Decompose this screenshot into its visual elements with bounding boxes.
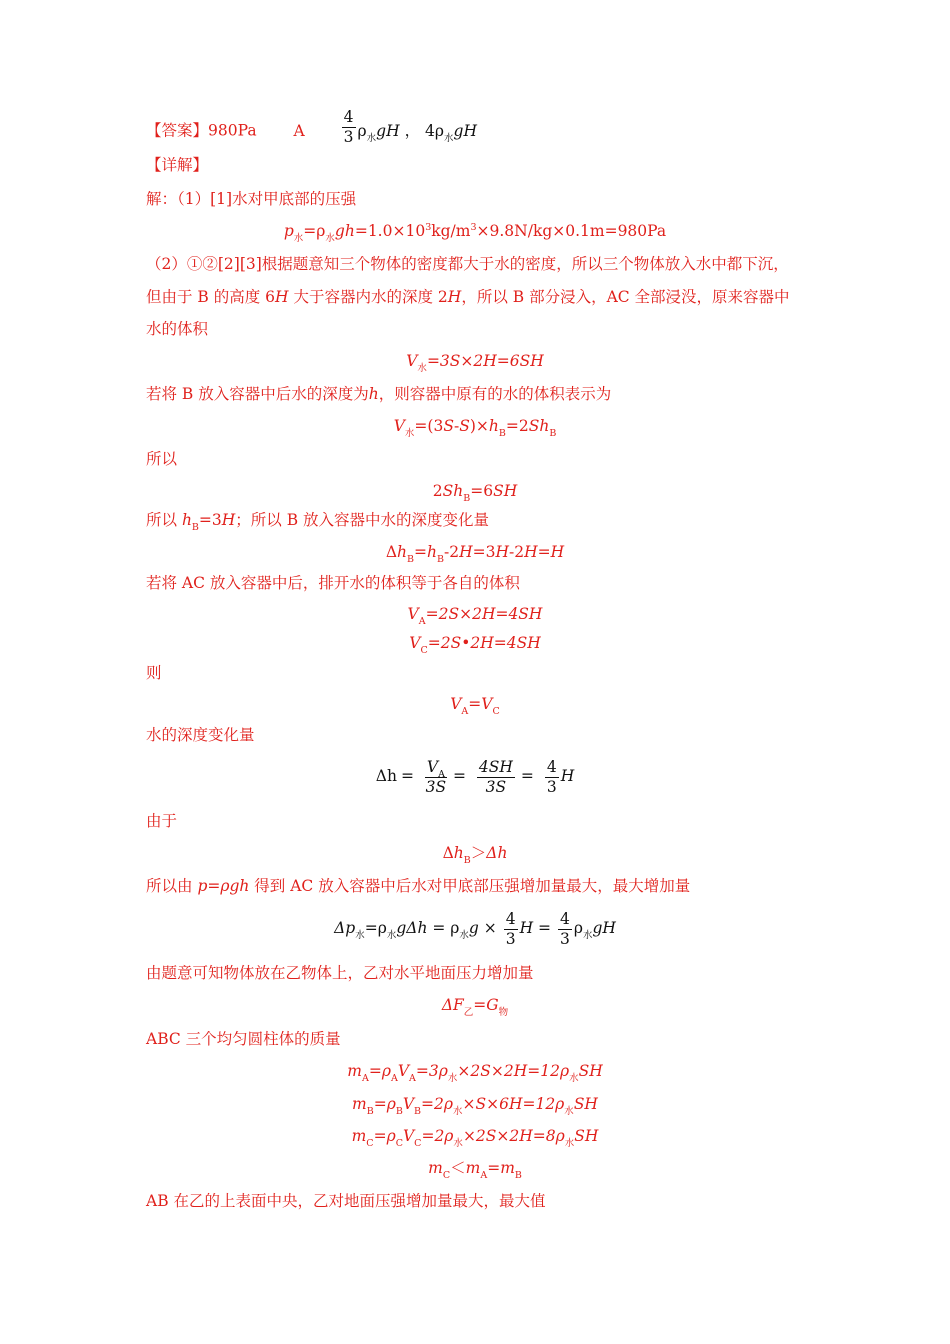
- para-11: 由题意可知物体放在乙物体上，乙对水平地面压力增加量: [146, 964, 534, 982]
- eq-3: $V_水=(3S-S)\times h_B=2Sh_B$: [393, 417, 557, 439]
- para-6: 若将 AC 放入容器中后，排开水的体积等于各自的体积: [146, 574, 520, 592]
- eq-12: $\Delta F_乙=G_物$: [441, 996, 509, 1018]
- para-5: 所以 $h_B=3H$；所以 B 放入容器中水的深度变化量: [146, 511, 490, 533]
- para-8: 水的深度变化量: [146, 726, 255, 744]
- eq-13: $m_A=\rho_AV_A=3\rho_水\times 2S\times 2H=12\rho_水SH$: [347, 1062, 603, 1084]
- eq-10: $\Delta h_B>\Delta h$: [442, 844, 508, 866]
- eq-6: $V_A=2S\times 2H=4SH$: [407, 605, 543, 627]
- eq-8: $V_A=V_C$: [450, 695, 500, 717]
- para-13: AB 在乙的上表面中央，乙对地面压强增加量最大，最大值: [146, 1192, 546, 1210]
- eq-7: $V_C=2S•2H=4SH$: [409, 634, 541, 656]
- eq-14: $m_B=\rho_BV_B=2\rho_水\times S\times 6H=12\rho_水SH$: [352, 1095, 598, 1117]
- answer-1: 980Pa: [208, 121, 257, 140]
- eq-16: $m_C<m_A=m_B$: [428, 1159, 522, 1181]
- answer-line: 【答案】980Pa A $\frac{4}{3}$ $\rho_水gH$ ， $4\rho_水gH$: [146, 108, 477, 146]
- para-4: 所以: [146, 450, 178, 468]
- para-1: 解：（1）[1]水对甲底部的压强: [146, 190, 357, 208]
- para-7: 则: [146, 664, 162, 682]
- eq-4: $2Sh_B=6SH$: [432, 482, 518, 504]
- answer-3: $\frac{4}{3}$ $\rho_水gH$: [343, 108, 400, 146]
- eq-5: $\Delta h_B=h_B-2H=3H-2H=H$: [385, 543, 565, 565]
- answer-label: 【答案】: [146, 121, 209, 140]
- eq-9: Δh = $\frac{V_A}{3S}$ = $\frac{4SH}{3S}$ = $\frac{4}{3}$ H: [375, 757, 575, 796]
- eq-1: $p_水=\rho_水gh=1.0\times 10^3kg/m^3\times 9.8N/kg\times 0.1m=980Pa$: [283, 222, 667, 244]
- eq-11: $\Delta p_水=\rho_水g\Delta h = \rho_水g$ × $\frac{4}{3}$ H = $\frac{4}{3}$ $\rho_水gH$: [334, 909, 616, 948]
- para-10: 所以由 p=ρgh 得到 AC 放入容器中后水对甲底部压强增加量最大，最大增加量: [146, 877, 691, 895]
- answer-2: A: [293, 121, 305, 140]
- para-12: ABC 三个均匀圆柱体的质量: [146, 1030, 341, 1048]
- para-2a: （2）①②[2][3]根据题意知三个物体的密度都大于水的密度，所以三个物体放入水中都下沉，: [146, 255, 789, 273]
- para-2c: 水的体积: [146, 320, 209, 338]
- para-9: 由于: [146, 812, 178, 830]
- para-2b: 但由于 B 的高度 6H 大于容器内水的深度 2H，所以 B 部分浸入，AC 全部浸没，原来容器中: [146, 288, 790, 306]
- eq-2: $V_水=3S\times 2H=6SH$: [406, 352, 544, 374]
- detail-label: 【详解】: [146, 156, 209, 174]
- para-3: 若将 B 放入容器中后水的深度为h，则容器中原有的水的体积表示为: [146, 385, 612, 403]
- answer-4: $4\rho_水gH$: [425, 121, 477, 144]
- eq-15: $m_C=\rho_CV_C=2\rho_水\times 2S\times 2H=8\rho_水SH$: [351, 1127, 599, 1149]
